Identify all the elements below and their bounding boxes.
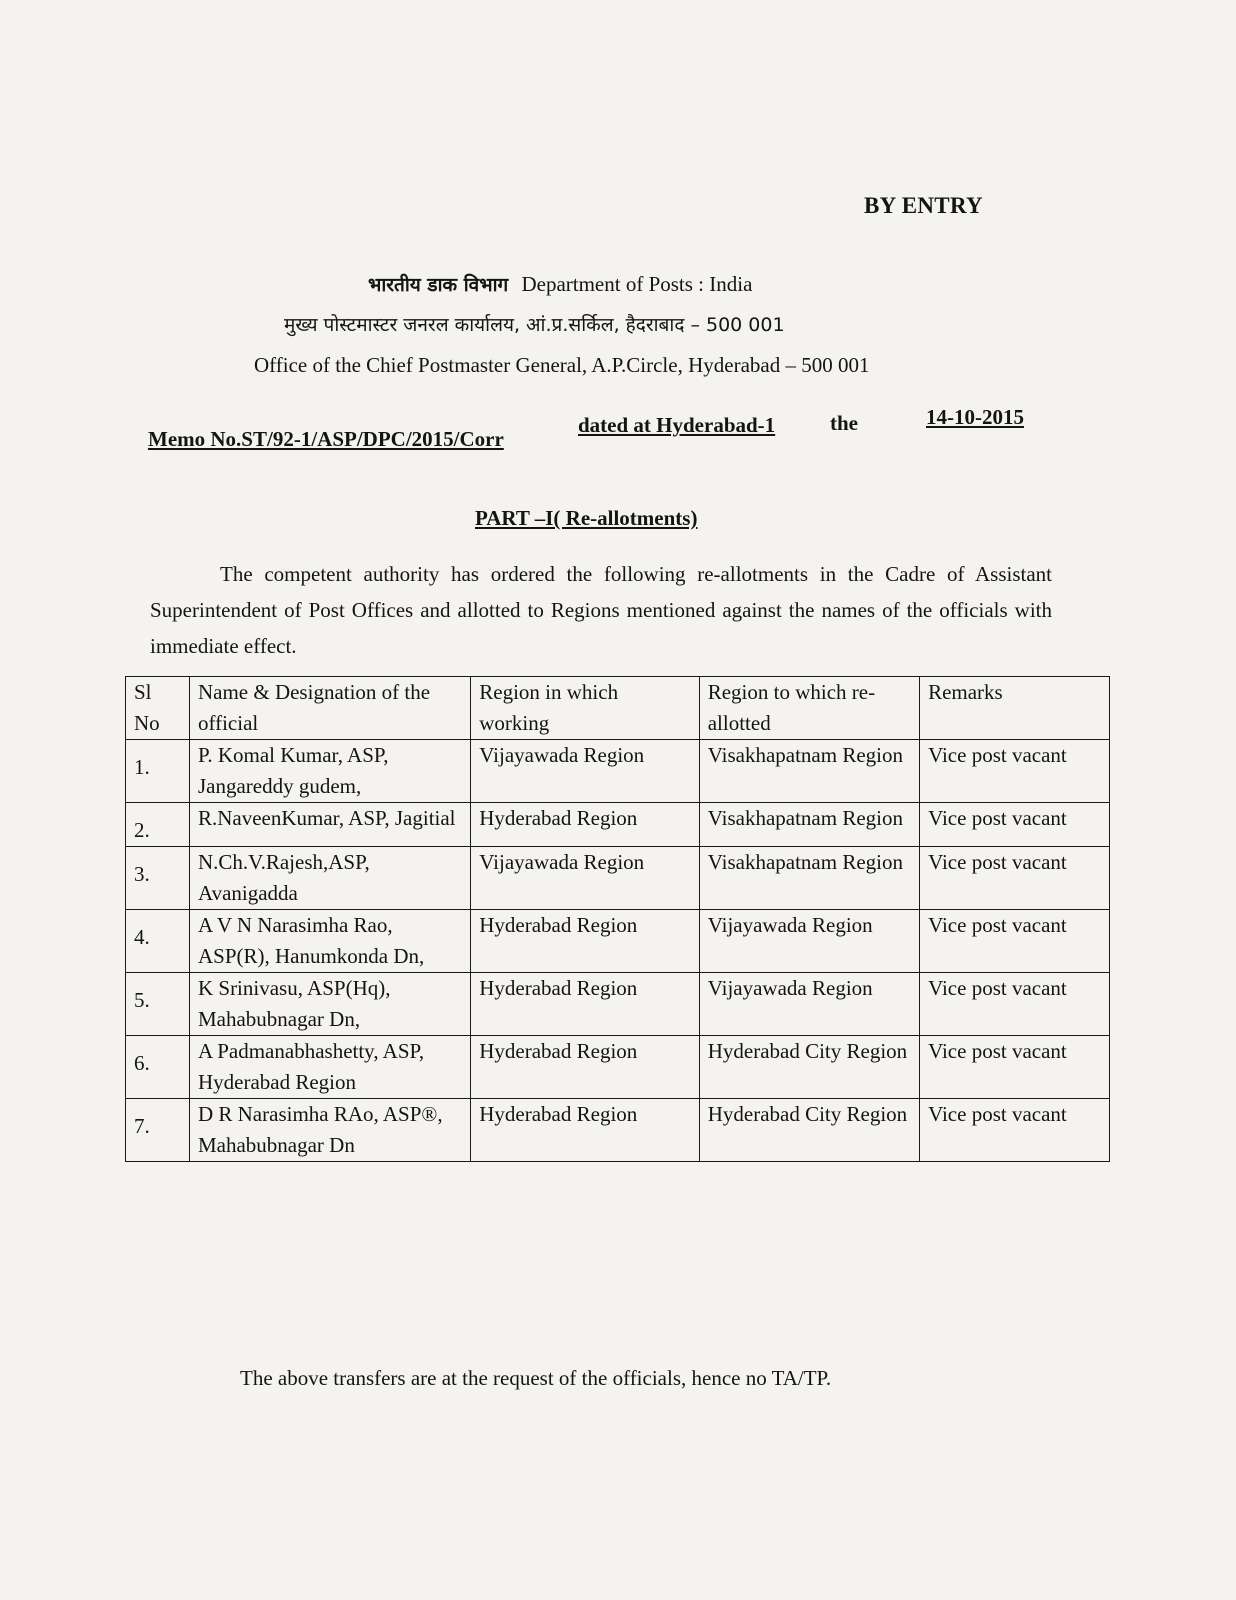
cell-name: N.Ch.V.Rajesh,ASP, Avanigadda [189,847,470,910]
table-row [126,740,1110,803]
cell-remarks: Vice post vacant [920,910,1110,973]
memo-date: 14-10-2015 [926,405,1024,429]
memo-the: the [830,411,858,435]
cell-reallotted: Visakhapatnam Region [699,740,919,803]
table-row [126,1036,1110,1099]
header-english-department: Department of Posts : India [521,272,753,296]
table-row [126,1099,1110,1162]
cell-remarks: Vice post vacant [920,847,1110,910]
cell-working: Hyderabad Region [471,1099,699,1162]
cell-reallotted: Vijayawada Region [699,910,919,973]
part-title: PART –I( Re-allotments) [475,506,698,530]
cell-working: Hyderabad Region [471,1036,699,1099]
cell-sl: 2. [126,803,190,847]
footer-note: The above transfers are at the request of the officials, hence no TA/TP. [240,1366,832,1390]
header-working: Region in which working [471,677,699,740]
cell-working: Vijayawada Region [471,847,699,910]
header-sl: Sl No [126,677,190,740]
cell-sl: 1. [126,740,190,803]
cell-name: P. Komal Kumar, ASP, Jangareddy gudem, [189,740,470,803]
header-department [368,271,752,297]
cell-remarks: Vice post vacant [920,973,1110,1036]
cell-working: Hyderabad Region [471,973,699,1036]
memo-number: Memo No.ST/92-1/ASP/DPC/2015/Corr [148,427,504,451]
cell-remarks: Vice post vacant [920,1099,1110,1162]
cell-reallotted: Hyderabad City Region [699,1099,919,1162]
cell-name: D R Narasimha RAo, ASP®, Mahabubnagar Dn [189,1099,470,1162]
cell-sl: 7. [126,1099,190,1162]
cell-reallotted: Vijayawada Region [699,973,919,1036]
cell-working: Vijayawada Region [471,740,699,803]
reallotment-table [125,676,1110,1162]
cell-name: R.NaveenKumar, ASP, Jagitial [189,803,470,847]
header-name: Name & Designation of the official [189,677,470,740]
cell-remarks: Vice post vacant [920,803,1110,847]
cell-name: A Padmanabhashetty, ASP, Hyderabad Region [189,1036,470,1099]
cell-sl: 5. [126,973,190,1036]
cell-name: A V N Narasimha Rao, ASP(R), Hanumkonda Dn, [189,910,470,973]
header-hindi-department: भारतीय डाक विभाग [368,274,509,296]
header-remarks: Remarks [920,677,1110,740]
table-row [126,973,1110,1036]
memo-dated: dated at Hyderabad-1 [578,413,776,437]
cell-name: K Srinivasu, ASP(Hq), Mahabubnagar Dn, [189,973,470,1036]
cell-sl: 4. [126,910,190,973]
header-reallotted: Region to which re-allotted [699,677,919,740]
cell-working: Hyderabad Region [471,803,699,847]
table-header-row [126,677,1110,740]
cell-reallotted: Hyderabad City Region [699,1036,919,1099]
cell-reallotted: Visakhapatnam Region [699,803,919,847]
cell-reallotted: Visakhapatnam Region [699,847,919,910]
cell-sl: 3. [126,847,190,910]
cell-sl: 6. [126,1036,190,1099]
cell-working: Hyderabad Region [471,910,699,973]
table-row [126,803,1110,847]
header-office: Office of the Chief Postmaster General, A.P.Circle, Hyderabad – 500 001 [254,353,870,377]
cell-remarks: Vice post vacant [920,740,1110,803]
cell-remarks: Vice post vacant [920,1036,1110,1099]
table-row [126,847,1110,910]
header-hindi-office: मुख्य पोस्टमास्टर जनरल कार्यालय, आं.प्र.सर्किल, हैदराबाद – 500 001 [284,314,785,336]
by-entry-label: BY ENTRY [864,193,983,218]
intro-paragraph: The competent authority has ordered the following re-allotments in the Cadre of Assistant Superintendent of Post Offices and allotted to Regions mentioned against the names of the officials with immediate effect. [150,562,1052,658]
table-row [126,910,1110,973]
